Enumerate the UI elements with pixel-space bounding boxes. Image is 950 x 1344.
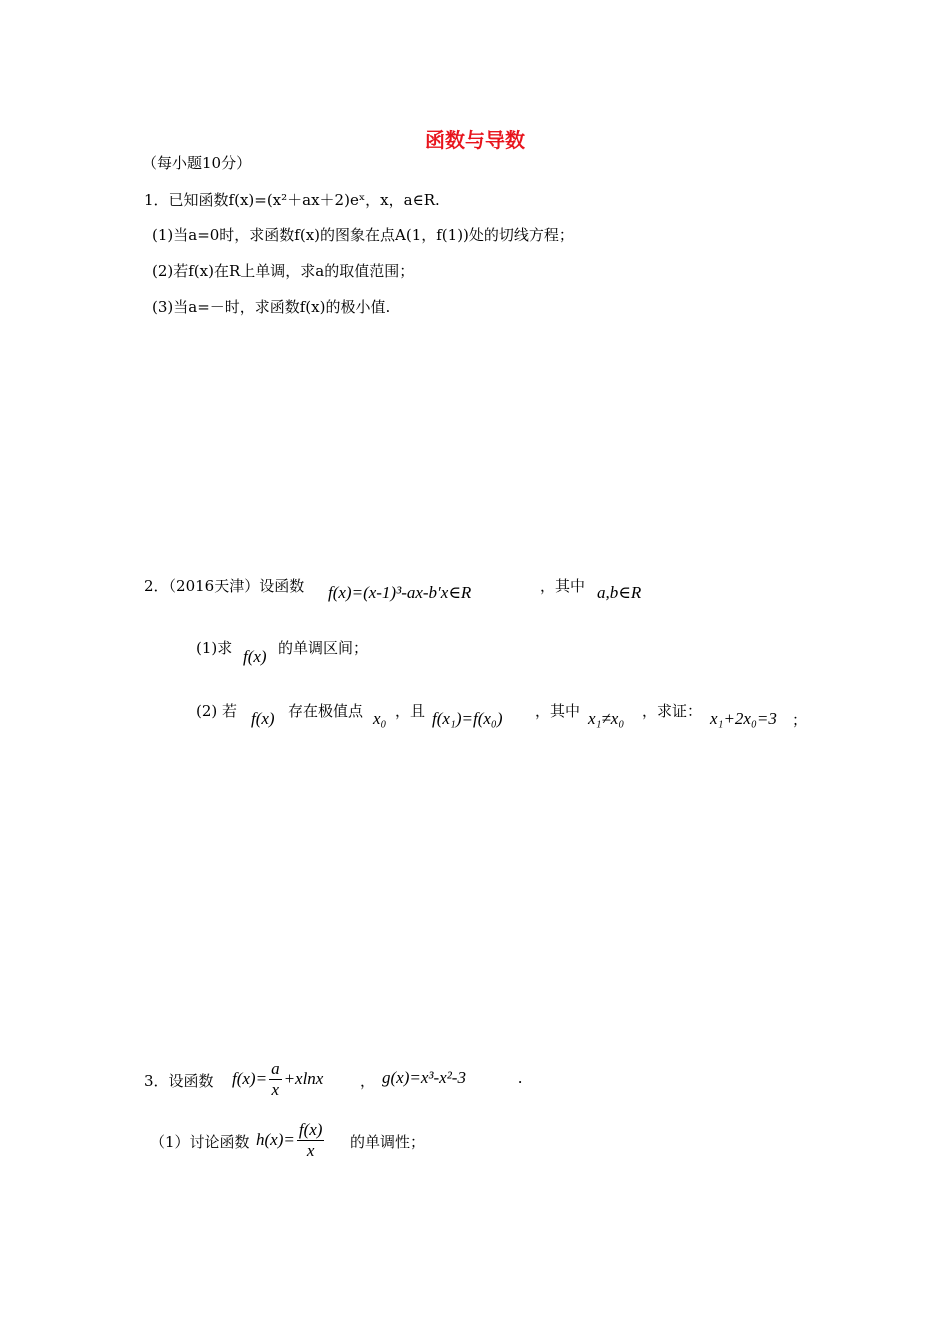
q2-part2-mid2: ，且 <box>395 702 426 720</box>
q2-part2-equation: f(x₁)=f(x₀) <box>432 709 503 728</box>
q3-h-numerator: f(x) <box>298 1119 323 1139</box>
q3-separator: ， <box>360 1072 376 1090</box>
q3-f-rhs: +xlnx <box>283 1069 324 1088</box>
q3-end: . <box>518 1068 523 1087</box>
score-note: （每小题10分） <box>142 154 252 172</box>
q2-part2-inequality: x₁≠x₀ <box>588 709 625 728</box>
q1-part3: (3)当a=－时，求函数f(x)的极小值. <box>152 298 391 316</box>
q2-part1-lead: (1)求 <box>196 639 233 657</box>
q3-part1-tail: 的单调性； <box>350 1133 426 1151</box>
q2-part2-lead: (2) 若 <box>196 702 238 720</box>
q3-f-denominator: x <box>271 1079 280 1099</box>
q1-part1: (1)当a=0时，求函数f(x)的图象在点A(1，f(1))处的切线方程； <box>152 226 574 244</box>
q2-part2-mid4: ，求证： <box>642 702 703 720</box>
q1-part2: (2)若f(x)在R上单调，求a的取值范围； <box>152 262 415 280</box>
q2-part2-end: ； <box>792 711 808 729</box>
q2-part2-x0: x₀ <box>373 709 387 728</box>
q3-h-lhs: h(x)= <box>256 1130 295 1149</box>
q3-h-denominator: x <box>306 1140 315 1160</box>
q3-part1-lead: （1）讨论函数 <box>150 1133 250 1151</box>
q2-part2-fx: f(x) <box>251 709 275 728</box>
q2-part1-tail: 的单调区间； <box>278 639 369 657</box>
q2-part2-mid3: ，其中 <box>535 702 581 720</box>
q2-condition: a,b∈R <box>597 583 642 602</box>
q2-part1-fx: f(x) <box>243 647 267 666</box>
q2-mid: ，其中 <box>540 577 586 595</box>
q2-formula: f(x)=(x-1)³-ax-b′x∈R <box>328 583 472 602</box>
q3-h-fraction <box>297 1120 325 1161</box>
q2-part2-mid1: 存在极值点 <box>288 702 364 720</box>
page-title: 函数与导数 <box>425 128 525 152</box>
q3-f-lhs: f(x)= <box>232 1069 268 1088</box>
q2-part2-goal: x₁+2x₀=3 <box>710 709 777 728</box>
q3-h-definition <box>256 1119 326 1161</box>
q3-g-definition: g(x)=x³-x²-3 <box>382 1068 466 1087</box>
q1-stem: 1．已知函数f(x)=(x²＋ax＋2)eˣ，x，a∈R. <box>144 191 440 209</box>
q3-f-fraction <box>269 1059 282 1100</box>
q2-lead: 2．（2016天津）设函数 <box>144 577 305 595</box>
q3-lead: 3．设函数 <box>144 1072 214 1090</box>
q3-f-numerator: a <box>271 1058 280 1078</box>
q3-f-definition <box>232 1058 323 1100</box>
